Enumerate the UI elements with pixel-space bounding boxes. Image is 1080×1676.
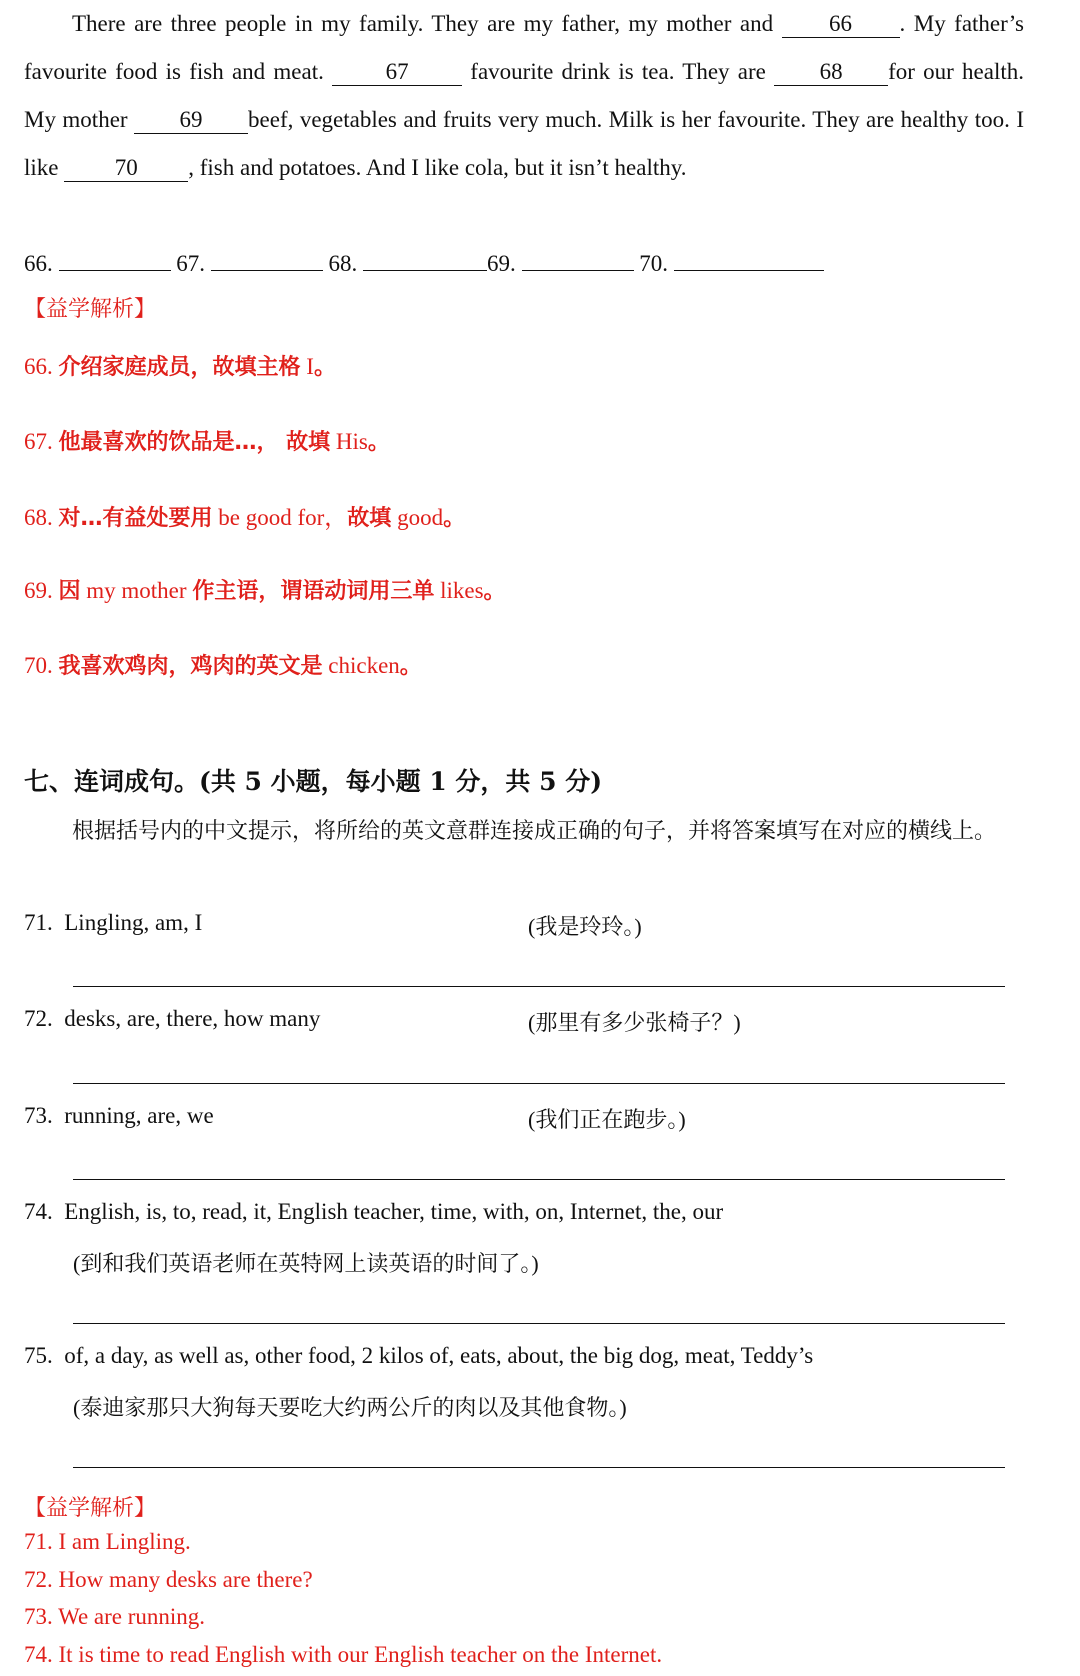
explanation-item-70: 70. 我喜欢鸡肉，鸡肉的英文是 chicken。: [24, 653, 422, 679]
passage-text: beef, vegetables and fruits very much. Milk is her favourite. They are healthy too. I like: [24, 107, 1024, 180]
answer-73: 73. We are running.: [24, 1604, 206, 1629]
answer-line-68[interactable]: [363, 270, 487, 271]
answer-72: 72. How many desks are there?: [24, 1567, 313, 1592]
explanation-item-69: 69. 因 my mother 作主语，谓语动词用三单 likes。: [24, 578, 506, 604]
answer-label-66: 66.: [24, 251, 53, 276]
question-words: of, a day, as well as, other food, 2 kilos of, eats, about, the big dog, meat, Teddy’s: [64, 1343, 814, 1368]
passage-text: , fish and potatoes. And I like cola, but it isn’t healthy.: [188, 155, 687, 180]
answer-line-70[interactable]: [674, 270, 824, 271]
answer-label-68: 68.: [328, 251, 358, 276]
cloze-passage: [24, 0, 1024, 192]
question-71-hint: (我是玲玲。): [528, 914, 642, 939]
blank-69: 69: [134, 107, 248, 134]
question-number: 73.: [24, 1103, 53, 1128]
question-number: 74.: [24, 1199, 53, 1224]
answer-line-74[interactable]: [73, 1323, 1005, 1324]
explanation-item-68: 68. 对…有益处要用 be good for，故填 good。: [24, 505, 466, 531]
question-72: [24, 1006, 320, 1032]
question-number: 72.: [24, 1006, 53, 1031]
question-74: [24, 1199, 723, 1225]
question-number: 71.: [24, 910, 53, 935]
explanation-heading-2: 【益学解析】: [24, 1496, 157, 1521]
explanation-item-66: 66. 介绍家庭成员，故填主格 I。: [24, 354, 336, 380]
question-words: English, is, to, read, it, English teacher, time, with, on, Internet, the, our: [64, 1199, 724, 1224]
answer-line-72[interactable]: [73, 1083, 1005, 1084]
passage-text: for our health. My mother: [24, 59, 1024, 132]
question-words: running, are, we: [64, 1103, 214, 1128]
question-73-hint: (我们正在跑步。): [528, 1107, 686, 1132]
blank-68: 68: [774, 59, 888, 86]
answer-label-69: 69.: [487, 251, 516, 276]
question-72-hint: (那里有多少张椅子？): [528, 1010, 741, 1035]
answer-label-67: 67.: [176, 251, 205, 276]
answer-line-66[interactable]: [59, 270, 171, 271]
answer-line-73[interactable]: [73, 1179, 1005, 1180]
answer-line-69[interactable]: [522, 270, 634, 271]
answer-line-75[interactable]: [73, 1467, 1005, 1468]
passage-text: favourite drink is tea. They are: [462, 59, 775, 84]
question-75: [24, 1343, 813, 1369]
section-instruction: 根据括号内的中文提示，将所给的英文意群连接成正确的句子，并将答案填写在对应的横线上。: [72, 818, 997, 843]
answer-line-71[interactable]: [73, 986, 1005, 987]
question-71: [24, 910, 202, 936]
answer-blank-row: [24, 240, 1024, 288]
question-74-hint: (到和我们英语老师在英特网上读英语的时间了。): [73, 1251, 539, 1276]
question-73: [24, 1103, 214, 1129]
question-words: Lingling, am, I: [64, 910, 203, 935]
explanation-heading: 【益学解析】: [24, 297, 157, 322]
blank-67: 67: [332, 59, 462, 86]
question-75-hint: (泰迪家那只大狗每天要吃大约两公斤的肉以及其他食物。): [73, 1395, 627, 1420]
question-words: desks, are, there, how many: [64, 1006, 321, 1031]
question-number: 75.: [24, 1343, 53, 1368]
section-title: 七、连词成句。(共 5 小题，每小题 1 分，共 5 分): [24, 767, 603, 796]
answer-line-67[interactable]: [211, 270, 323, 271]
answer-74: 74. It is time to read English with our English teacher on the Internet.: [24, 1642, 663, 1667]
passage-text: There are three people in my family. They are my father, my mother and: [72, 11, 782, 36]
answer-label-70: 70.: [639, 251, 668, 276]
blank-70: 70: [64, 155, 188, 182]
explanation-item-67: 67. 他最喜欢的饮品是…， 故填 His。: [24, 429, 390, 455]
blank-66: 66: [782, 11, 900, 38]
passage-text: . My father’s favourite food is fish and meat.: [24, 11, 1024, 84]
answer-71: 71. I am Lingling.: [24, 1529, 191, 1554]
